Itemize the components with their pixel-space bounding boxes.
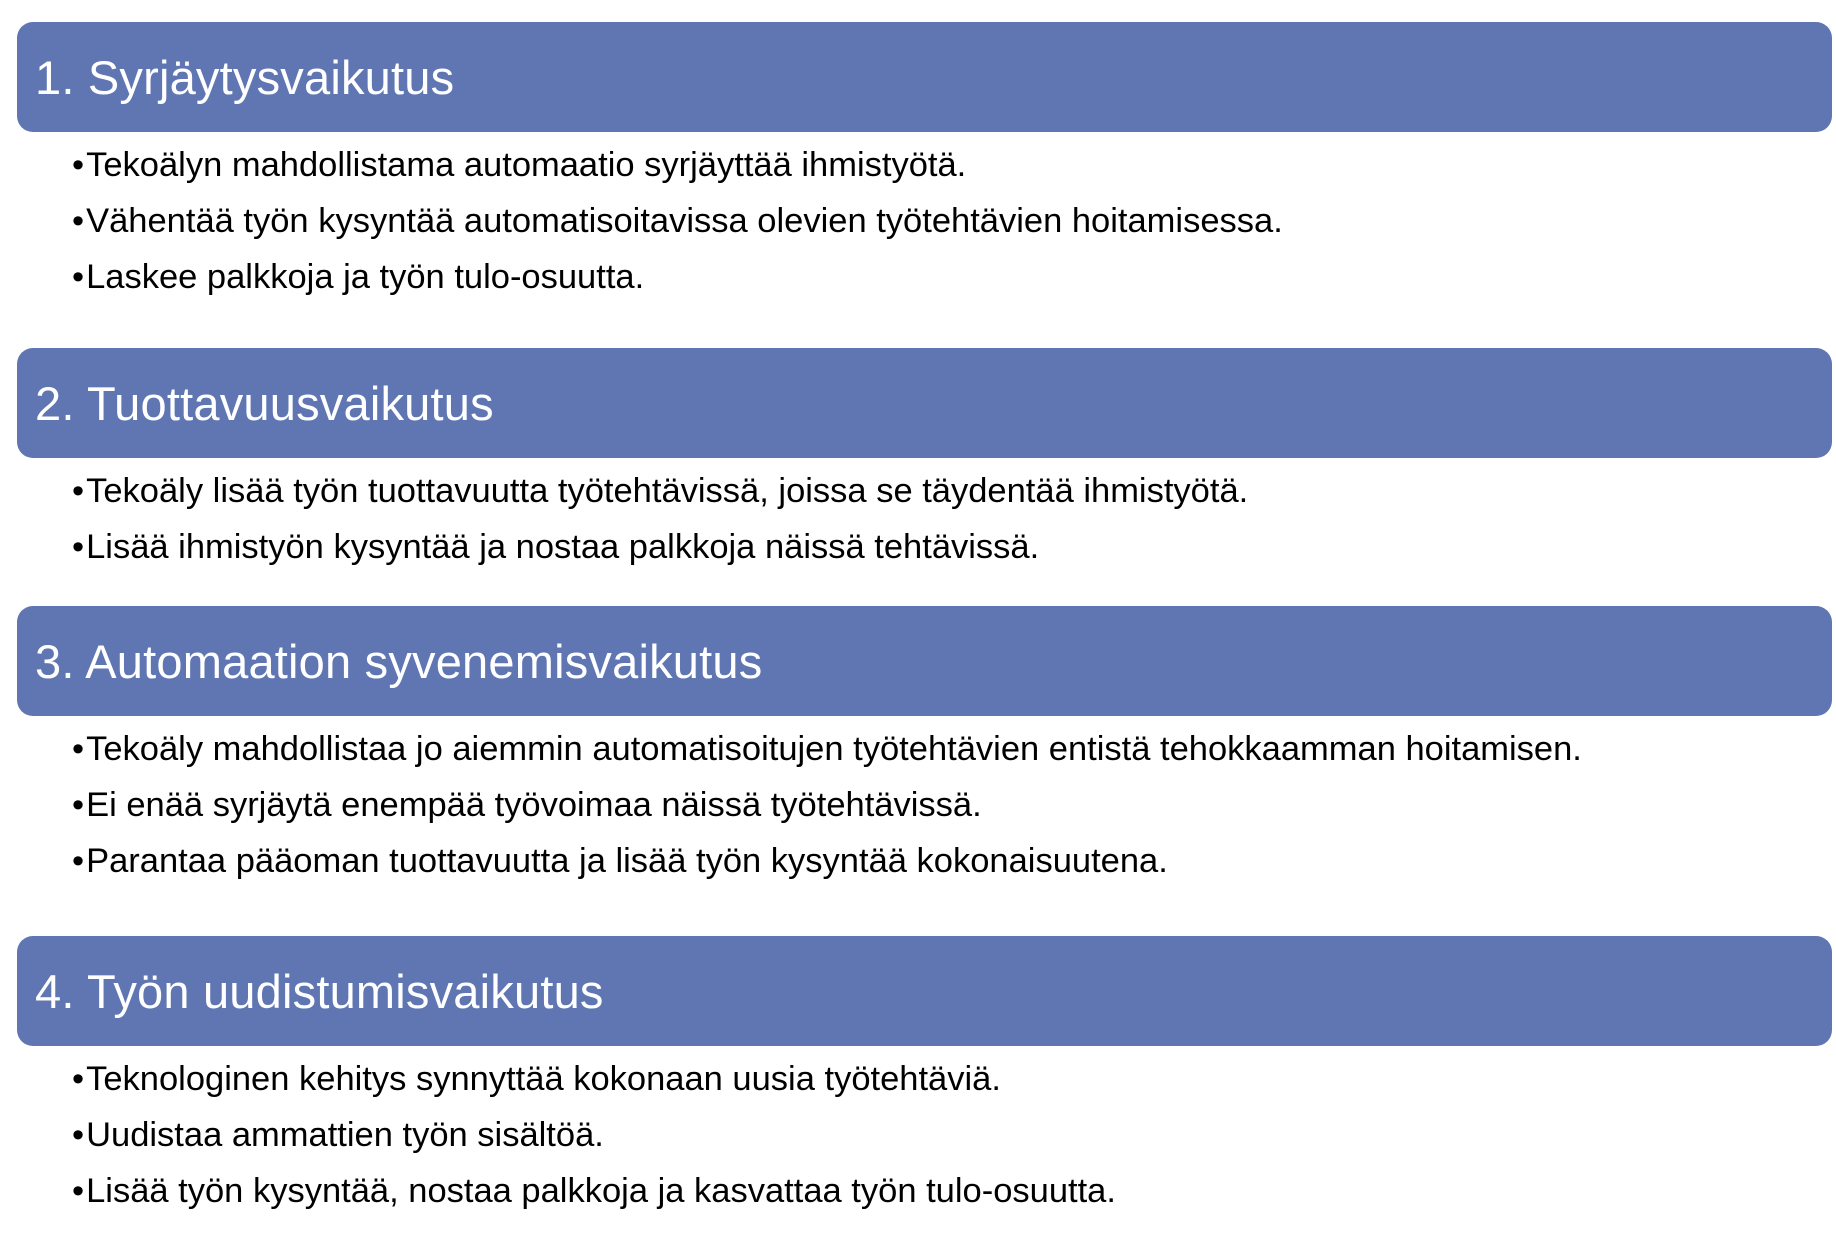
section-1-bullet-3: •Laskee palkkoja ja työn tulo-osuutta. [72, 249, 1283, 305]
section-2-bullet-list [72, 463, 1248, 575]
section-4-header [17, 936, 1832, 1046]
section-2-header [17, 348, 1832, 458]
section-4-bullet-1: •Teknologinen kehitys synnyttää kokonaan uusia työtehtäviä. [72, 1051, 1116, 1107]
section-3-bullet-3: •Parantaa pääoman tuottavuutta ja lisää työn kysyntää kokonaisuutena. [72, 833, 1582, 889]
section-3-bullet-2: •Ei enää syrjäytä enempää työvoimaa näissä työtehtävissä. [72, 777, 1582, 833]
section-4-bullet-2: •Uudistaa ammattien työn sisältöä. [72, 1107, 1116, 1163]
bullet-icon: • [72, 472, 85, 510]
section-1-header [17, 22, 1832, 132]
section-3-header [17, 606, 1832, 716]
section-3-bullet-1: •Tekoäly mahdollistaa jo aiemmin automatisoitujen työtehtävien entistä tehokkaamman hoitamisen. [72, 721, 1582, 777]
section-4-title: 4. Työn uudistumisvaikutus [35, 964, 604, 1018]
section-1-bullet-list [72, 137, 1283, 305]
section-4-bullet-3: •Lisää työn kysyntää, nostaa palkkoja ja kasvattaa työn tulo-osuutta. [72, 1163, 1116, 1219]
bullet-icon: • [72, 1060, 85, 1098]
section-3-bullet-list [72, 721, 1582, 889]
bullet-icon: • [72, 842, 85, 880]
section-2-bullet-2: •Lisää ihmistyön kysyntää ja nostaa palkkoja näissä tehtävissä. [72, 519, 1248, 575]
section-4-bullet-list [72, 1051, 1116, 1219]
bullet-icon: • [72, 202, 85, 240]
section-2-bullet-1: •Tekoäly lisää työn tuottavuutta työtehtävissä, joissa se täydentää ihmistyötä. [72, 463, 1248, 519]
section-1-bullet-1: •Tekoälyn mahdollistama automaatio syrjäyttää ihmistyötä. [72, 137, 1283, 193]
section-1-title: 1. Syrjäytysvaikutus [35, 50, 455, 104]
bullet-icon: • [72, 258, 85, 296]
section-2-title: 2. Tuottavuusvaikutus [35, 376, 494, 430]
bullet-icon: • [72, 1172, 85, 1210]
section-1-bullet-2: •Vähentää työn kysyntää automatisoitavissa olevien työtehtävien hoitamisessa. [72, 193, 1283, 249]
section-3-title: 3. Automaation syvenemisvaikutus [35, 634, 763, 688]
bullet-icon: • [72, 528, 85, 566]
bullet-icon: • [72, 1116, 85, 1154]
bullet-icon: • [72, 730, 85, 768]
bullet-icon: • [72, 786, 85, 824]
bullet-icon: • [72, 146, 85, 184]
